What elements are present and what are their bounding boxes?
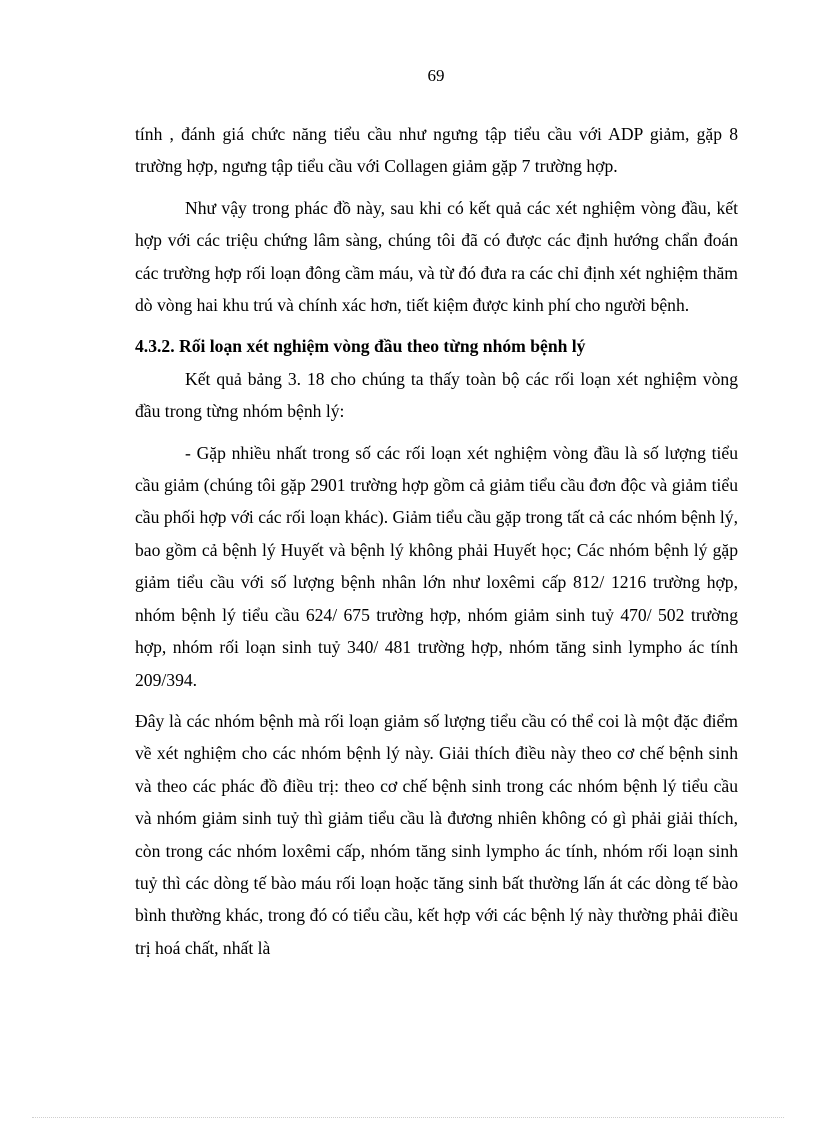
paragraph-continuation: tính , đánh giá chức năng tiểu cầu như ngưng tập tiểu cầu với ADP giảm, gặp 8 trường hợp, ngưng tập tiểu cầu với Collagen giảm gặp 7 trường hợp. xyxy=(135,124,738,177)
paragraph-summary: Như vậy trong phác đồ này, sau khi có kết quả các xét nghiệm vòng đầu, kết hợp với các triệu chứng lâm sàng, chúng tôi đã có được các định hướng chẩn đoán các trường hợp rối loạn đông cầm máu, và từ đó đưa ra các chỉ định xét nghiệm thăm dò vòng hai khu trú và chính xác hơn, tiết kiệm được kinh phí cho người bệnh. xyxy=(135,197,738,316)
paragraph-bullet: - Gặp nhiều nhất trong số các rối loạn xét nghiệm vòng đầu là số lượng tiểu cầu giảm (chúng tôi gặp 2901 trường hợp gồm cả giảm tiểu cầu đơn độc và giảm tiểu cầu phối hợp với các rối loạn khác). Giảm tiểu cầu gặp trong tất cả các nhóm bệnh lý, bao gồm cả bệnh lý Huyết và bệnh lý không phải Huyết học; Các nhóm bệnh lý gặp giảm tiểu cầu với số lượng bệnh nhân lớn như loxêmi cấp 812/ 1216 trường hợp, nhóm bệnh lý tiểu cầu 624/ 675 trường hợp, nhóm giảm sinh tuỷ 470/ 502 trường hợp, nhóm rối loạn sinh tuỷ 340/ 481 trường hợp, nhóm tăng sinh lympho ác tính 209/394. xyxy=(135,442,738,690)
paragraph-explanation: Đây là các nhóm bệnh mà rối loạn giảm số lượng tiểu cầu có thể coi là một đặc điểm về xét nghiệm cho các nhóm bệnh lý này. Giải thích điều này theo cơ chế bệnh sinh và theo các phác đồ điều trị: theo cơ chế bệnh sinh trong các nhóm bệnh lý tiểu cầu và nhóm giảm sinh tuỷ thì giảm tiểu cầu là đương nhiên không có gì phải giải thích, còn trong các nhóm loxêmi cấp, nhóm tăng sinh lympho ác tính, nhóm rối loạn sinh tuỷ thì các dòng tế bào máu rối loạn hoặc tăng sinh bất thường lấn át các dòng tế bào bình thường khác, trong đó có tiểu cầu, kết hợp với các bệnh lý này thường phải điều trị hoá chất, nhất là xyxy=(135,710,738,958)
section-heading: 4.3.2. Rối loạn xét nghiệm vòng đầu theo từng nhóm bệnh lý xyxy=(135,336,586,357)
paragraph-table-intro: Kết quả bảng 3. 18 cho chúng ta thấy toàn bộ các rối loạn xét nghiệm vòng đầu trong từng nhóm bệnh lý: xyxy=(135,368,738,422)
footer-dotted-rule xyxy=(32,1117,784,1118)
page-number: 69 xyxy=(427,66,445,85)
document-body xyxy=(135,118,738,964)
